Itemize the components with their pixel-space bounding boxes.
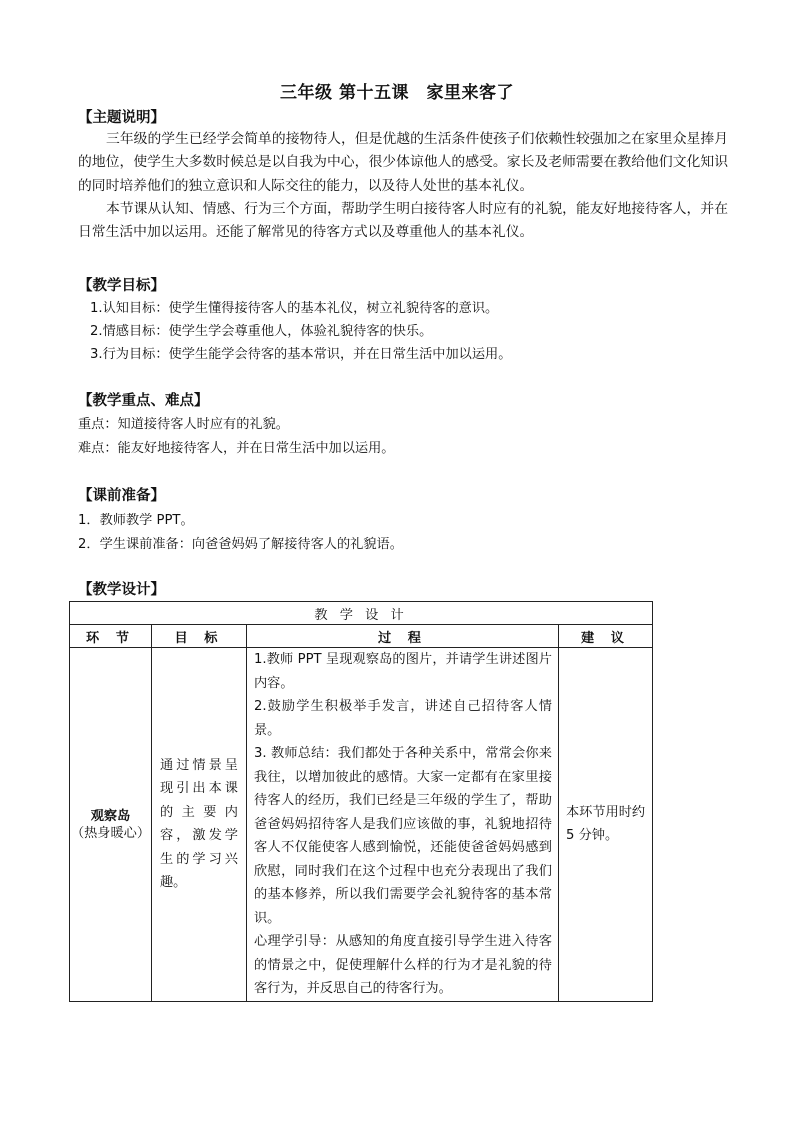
process-step-1: 1.教师 PPT 呈现观察岛的图片，并请学生讲述图片内容。 <box>254 652 552 691</box>
goal-item-2: 2.情感目标：使学生学会尊重他人，体验礼貌待客的快乐。 <box>90 324 433 339</box>
column-header-process: 过 程 <box>247 625 559 648</box>
theme-heading: 【主题说明】 <box>78 110 165 126</box>
table-row <box>70 648 653 1002</box>
process-step-2: 2.鼓励学生积极举手发言，讲述自己招待客人情景。 <box>254 699 552 738</box>
stage-name: 观察岛 <box>90 808 131 824</box>
theme-paragraph-1: 三年级的学生已经学会简单的接物待人，但是优越的生活条件使孩子们依赖性较强加之在家里众星捧月的地位，使学生大多数时候总是以自我为中心，很少体谅他人的感受。家长及老师需要在教给他们文化知识的同时培养他们的独立意识和人际交往的能力，以及待人处世的基本礼仪。 <box>78 131 728 194</box>
suggestion-cell: 本环节用时约 5 分钟。 <box>559 648 653 1002</box>
goal-item-3: 3.行为目标：使学生能学会待客的基本常识，并在日常生活中加以运用。 <box>90 347 512 362</box>
lesson-title: 三年级 第十五课 家里来客了 <box>280 83 514 103</box>
process-psych-guide: 心理学引导：从感知的角度直接引导学生进入待客的情景之中，促使理解什么样的行为才是礼貌的待客行为，并反思自己的待客行为。 <box>254 934 552 996</box>
goals-heading: 【教学目标】 <box>78 278 165 294</box>
goal-cell: 通过情景呈现引出本课的主要内容，激发学生的学习兴趣。 <box>152 648 247 1002</box>
key-point: 重点：知道接待客人时应有的礼貌。 <box>78 417 289 432</box>
preparation-heading: 【课前准备】 <box>78 488 165 504</box>
preparation-item-1: 1．教师教学 PPT。 <box>78 513 194 528</box>
difficult-point: 难点：能友好地接待客人，并在日常生活中加以运用。 <box>78 441 395 456</box>
process-cell <box>247 648 559 1002</box>
theme-paragraph-2: 本节课从认知、情感、行为三个方面，帮助学生明白接待客人时应有的礼貌，能友好地接待客人，并在日常生活中加以运用。还能了解常见的待客方式以及尊重他人的基本礼仪。 <box>78 201 728 241</box>
teaching-design-table <box>69 601 653 1002</box>
process-step-3: 3. 教师总结：我们都处于各种关系中，常常会你来我往，以增加彼此的感情。大家一定都有在家里接待客人的经历，我们已经是三年级的学生了，帮助爸爸妈妈招待客人是我们应该做的事，礼貌地招待客人不仅能使客人感到愉悦，还能使爸爸妈妈感到欣慰，同时我们在这个过程中也充分表现出了我们的基本修养，所以我们需要学会礼貌待客的基本常识。 <box>254 746 552 926</box>
goal-item-1: 1.认知目标：使学生懂得接待客人的基本礼仪，树立礼貌待客的意识。 <box>90 301 499 316</box>
column-header-goal: 目 标 <box>152 625 247 648</box>
design-heading: 【教学设计】 <box>78 582 165 598</box>
stage-subtitle: （热身暖心） <box>70 825 151 841</box>
preparation-item-2: 2．学生课前准备：向爸爸妈妈了解接待客人的礼貌语。 <box>78 537 403 552</box>
keypoints-heading: 【教学重点、难点】 <box>78 393 209 409</box>
column-header-suggestion: 建 议 <box>559 625 653 648</box>
column-header-stage: 环 节 <box>70 625 152 648</box>
stage-cell <box>70 648 152 1002</box>
table-caption: 教 学 设 计 <box>70 602 653 625</box>
